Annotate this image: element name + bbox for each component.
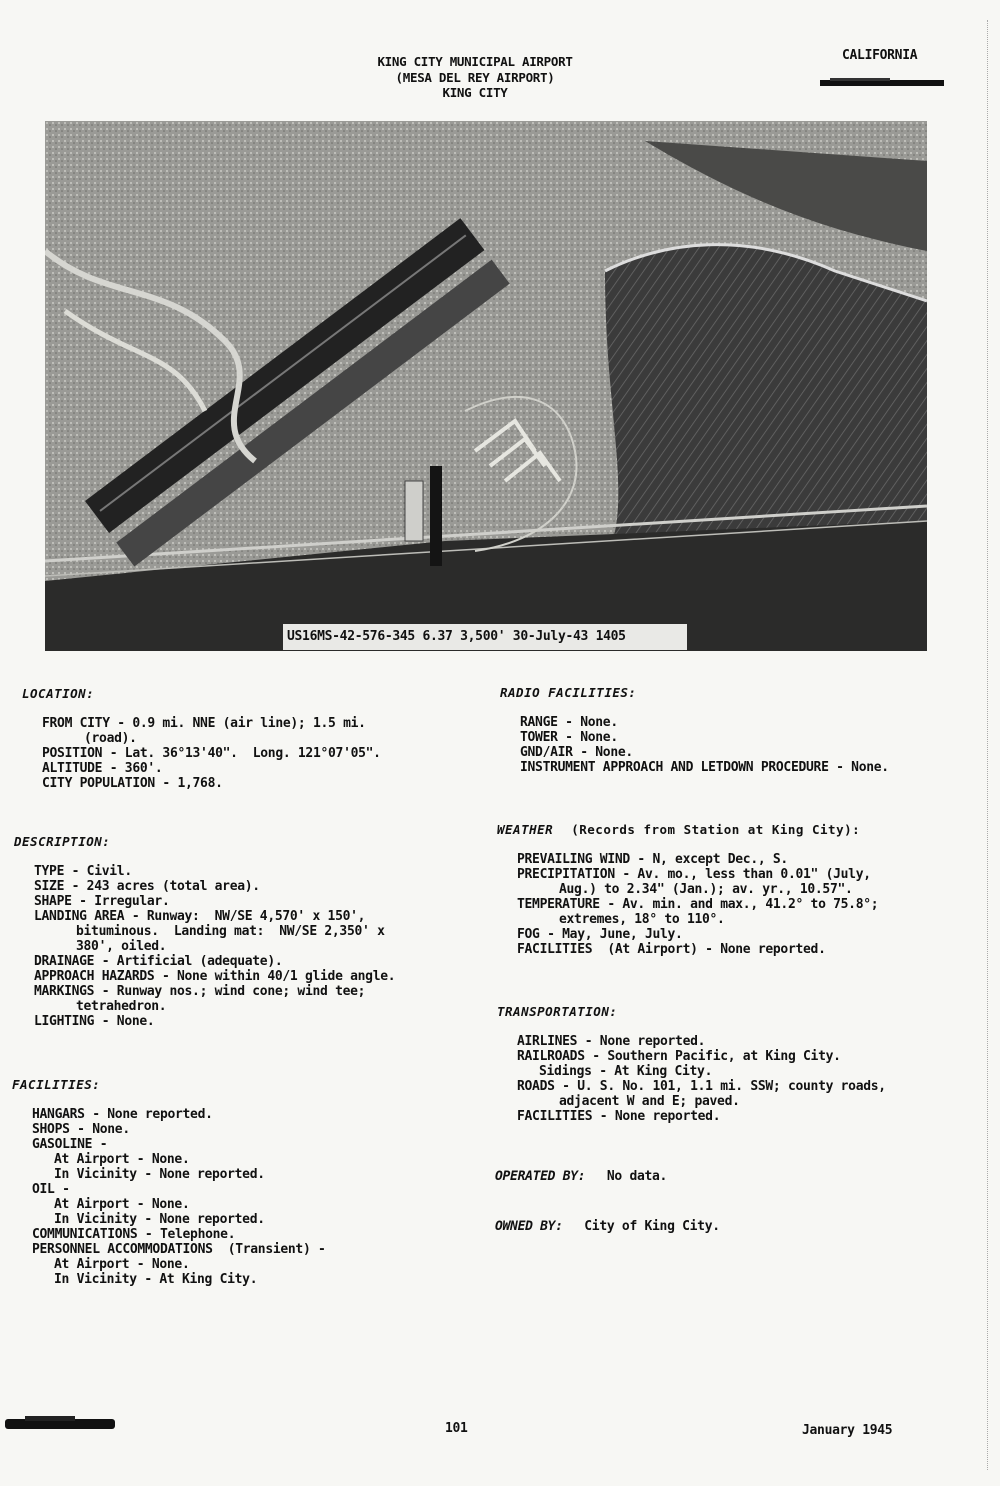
description-line: tetrahedron. xyxy=(76,999,167,1014)
transportation-line: RAILROADS - Southern Pacific, at King City. xyxy=(517,1049,841,1064)
aerial-photograph xyxy=(45,121,927,651)
description-line: DRAINAGE - Artificial (adequate). xyxy=(34,954,283,969)
weather-line: Aug.) to 2.34" (Jan.); av. yr., 10.57". xyxy=(559,882,853,897)
transportation-line: AIRLINES - None reported. xyxy=(517,1034,706,1049)
description-line: MARKINGS - Runway nos.; wind cone; wind tee; xyxy=(34,984,366,999)
owned-by-row xyxy=(495,1219,965,1234)
location-line: ALTITUDE - 360'. xyxy=(42,761,163,776)
description-line: SIZE - 243 acres (total area). xyxy=(34,879,260,894)
description-heading: DESCRIPTION: xyxy=(14,834,111,849)
facilities-line: COMMUNICATIONS - Telephone. xyxy=(32,1227,236,1242)
facilities-line: At Airport - None. xyxy=(54,1197,190,1212)
radio-line: TOWER - None. xyxy=(520,730,618,745)
facilities-heading: FACILITIES: xyxy=(12,1077,101,1092)
airport-name: KING CITY MUNICIPAL AIRPORT xyxy=(377,54,573,69)
description-line: SHAPE - Irregular. xyxy=(34,894,170,909)
facilities-line: At Airport - None. xyxy=(54,1257,190,1272)
location-line: (road). xyxy=(84,731,137,746)
weather-line: FACILITIES (At Airport) - None reported. xyxy=(517,942,826,957)
description-line: APPROACH HAZARDS - None within 40/1 glide angle. xyxy=(34,969,396,984)
owned-by-heading: OWNED BY: xyxy=(495,1219,563,1234)
photo-caption: US16MS-42-576-345 6.37 3,500' 30-July-43 1405 xyxy=(283,624,687,650)
facilities-line: In Vicinity - None reported. xyxy=(54,1212,265,1227)
weather-section xyxy=(497,822,967,957)
weather-line: PREVAILING WIND - N, except Dec., S. xyxy=(517,852,788,867)
facilities-line: In Vicinity - None reported. xyxy=(54,1167,265,1182)
facilities-section xyxy=(12,1077,452,1287)
transportation-line: FACILITIES - None reported. xyxy=(517,1109,721,1124)
location-section xyxy=(22,686,462,791)
facilities-line: PERSONNEL ACCOMMODATIONS (Transient) - xyxy=(32,1242,326,1257)
description-line: 380', oiled. xyxy=(76,939,167,954)
radio-section xyxy=(500,685,970,775)
operated-by-row xyxy=(495,1169,965,1184)
transportation-section xyxy=(497,1004,967,1124)
description-line: TYPE - Civil. xyxy=(34,864,132,879)
weather-subheading: (Records from Station at King City): xyxy=(571,822,861,837)
description-section xyxy=(14,834,464,1029)
redaction-mark-top xyxy=(820,78,944,88)
scan-edge-line xyxy=(987,20,989,1470)
location-line: FROM CITY - 0.9 mi. NNE (air line); 1.5 mi. xyxy=(42,716,366,731)
facilities-line: GASOLINE - xyxy=(32,1137,108,1152)
state-label: CALIFORNIA xyxy=(842,48,918,63)
weather-heading: WEATHER xyxy=(497,822,554,837)
description-line: LANDING AREA - Runway: NW/SE 4,570' x 150', xyxy=(34,909,366,924)
weather-line: TEMPERATURE - Av. min. and max., 41.2° to 75.8°; xyxy=(517,897,879,912)
airport-title-block xyxy=(320,54,630,101)
radio-line: GND/AIR - None. xyxy=(520,745,633,760)
redaction-mark-bottom xyxy=(5,1414,115,1432)
weather-line: extremes, 18° to 110°. xyxy=(559,912,725,927)
page-number: 101 xyxy=(445,1421,468,1436)
location-line: CITY POPULATION - 1,768. xyxy=(42,776,223,791)
operated-by-heading: OPERATED BY: xyxy=(495,1169,586,1184)
description-line: bituminous. Landing mat: NW/SE 2,350' x xyxy=(76,924,385,939)
facilities-line: OIL - xyxy=(32,1182,70,1197)
transportation-heading: TRANSPORTATION: xyxy=(497,1004,618,1019)
weather-heading-row xyxy=(497,822,967,837)
facilities-line: HANGARS - None reported. xyxy=(32,1107,213,1122)
facilities-line: SHOPS - None. xyxy=(32,1122,130,1137)
radio-line: INSTRUMENT APPROACH AND LETDOWN PROCEDURE - None. xyxy=(520,760,889,775)
weather-line: FOG - May, June, July. xyxy=(517,927,683,942)
radio-heading: RADIO FACILITIES: xyxy=(500,685,637,700)
facilities-line: At Airport - None. xyxy=(54,1152,190,1167)
location-heading: LOCATION: xyxy=(22,686,95,701)
weather-line: PRECIPITATION - Av. mo., less than 0.01" (July, xyxy=(517,867,871,882)
transportation-line: Sidings - At King City. xyxy=(539,1064,713,1079)
description-line: LIGHTING - None. xyxy=(34,1014,155,1029)
owned-by-value: City of King City. xyxy=(584,1219,720,1234)
transportation-line: adjacent W and E; paved. xyxy=(559,1094,740,1109)
transportation-line: ROADS - U. S. No. 101, 1.1 mi. SSW; county roads, xyxy=(517,1079,886,1094)
location-line: POSITION - Lat. 36°13'40". Long. 121°07'05". xyxy=(42,746,381,761)
operated-by-value: No data. xyxy=(606,1169,668,1184)
radio-line: RANGE - None. xyxy=(520,715,618,730)
facilities-line: In Vicinity - At King City. xyxy=(54,1272,258,1287)
publication-date: January 1945 xyxy=(802,1423,893,1438)
aerial-photo-image xyxy=(45,121,927,651)
airport-alt-name: (MESA DEL REY AIRPORT) xyxy=(395,69,555,85)
city-name: KING CITY xyxy=(442,85,508,100)
